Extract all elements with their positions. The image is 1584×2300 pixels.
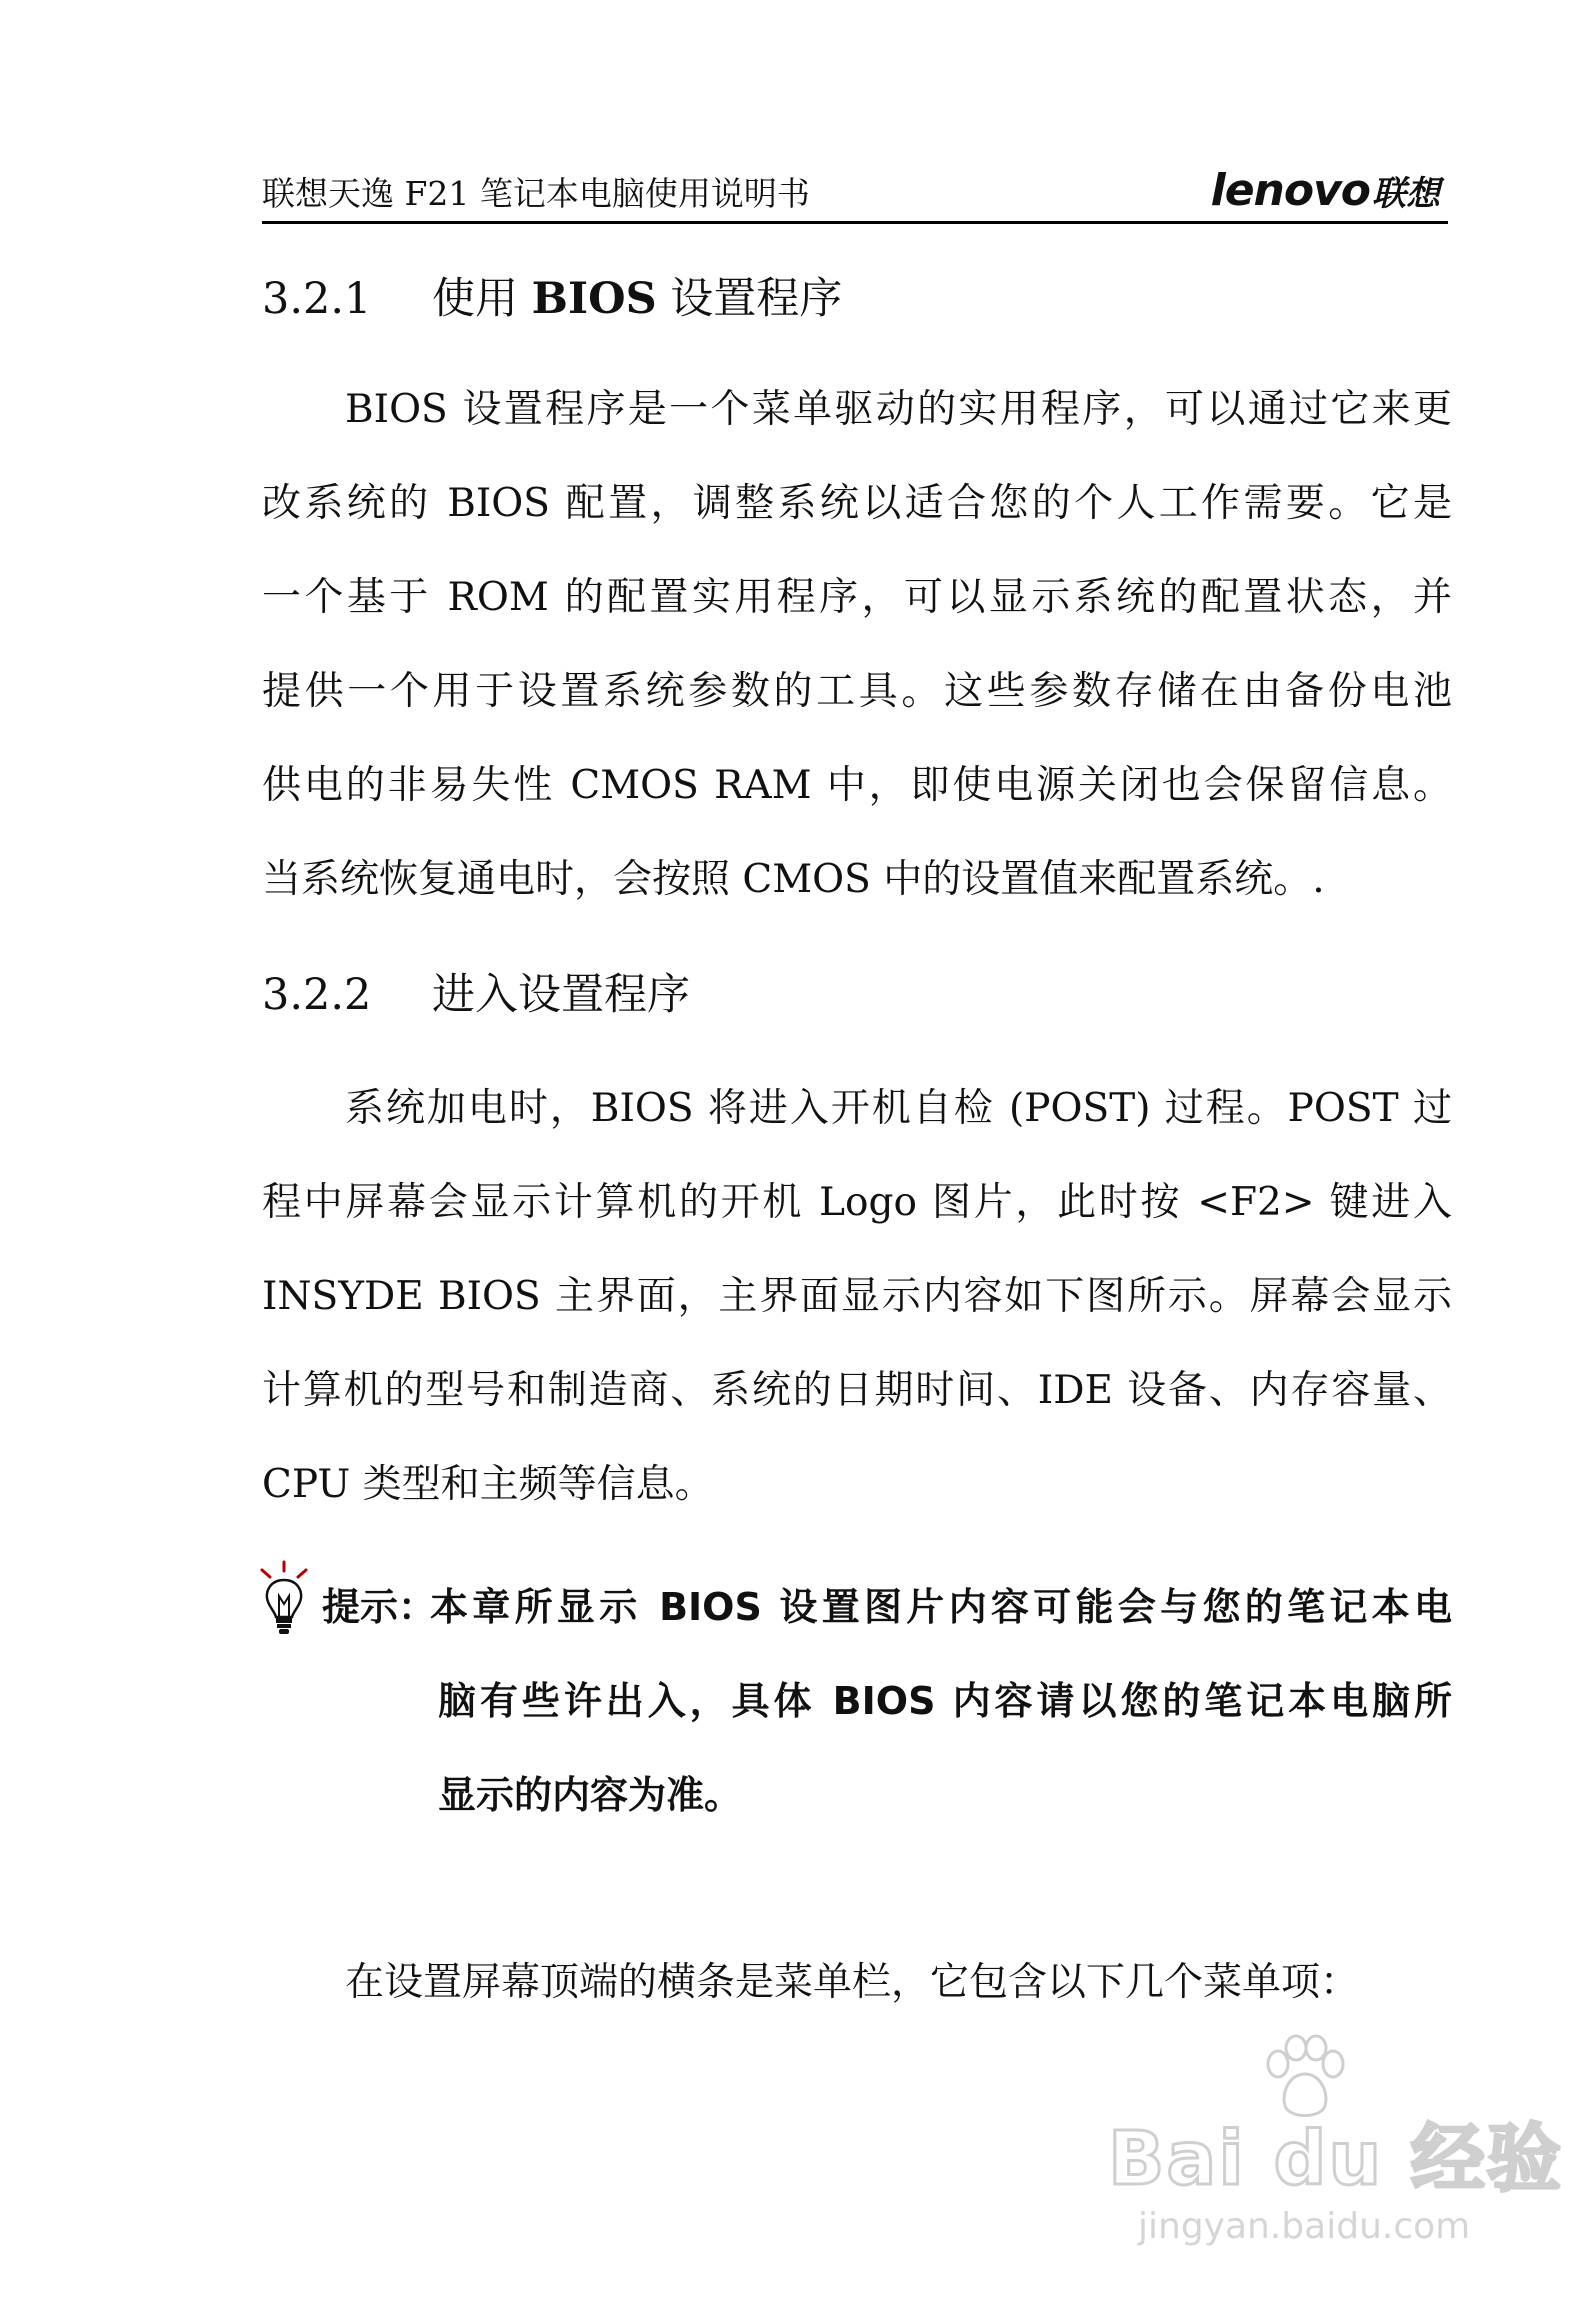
closing-paragraph	[262, 1936, 1452, 2030]
section-title	[432, 274, 842, 324]
header-divider	[262, 221, 1448, 224]
paragraph-line: 当系统恢复通电时，会按照 CMOS 中的设置值来配置系统。.	[262, 857, 1325, 902]
paragraph-line: 系统加电时，BIOS 将进入开机自检 (POST) 过程。POST 过	[345, 1086, 1452, 1131]
paragraph-line: 供电的非易失性 CMOS RAM 中，即使电源关闭也会保留信息。	[262, 763, 1452, 808]
logo-cjk-text: 联想	[1372, 173, 1440, 214]
section-number: 3.2.1	[262, 274, 372, 324]
paragraph-line: INSYDE BIOS 主界面，主界面显示内容如下图所示。屏幕会显示	[262, 1274, 1452, 1319]
section-heading-3-2-1	[262, 272, 842, 326]
tip-line: 本章所显示 BIOS 设置图片内容可能会与您的笔记本电	[430, 1585, 1452, 1629]
watermark-brand: Bai du 经验	[1108, 2116, 1563, 2202]
paragraph-line: 计算机的型号和制造商、系统的日期时间、IDE 设备、内存容量、	[262, 1368, 1452, 1413]
logo-latin-text: lenovo	[1210, 164, 1370, 216]
section-title-suffix: 设置程序	[656, 274, 843, 324]
section-paragraph-3-2-1	[262, 363, 1452, 927]
baidu-watermark	[1108, 2030, 1563, 2260]
section-title-prefix: 使用	[432, 274, 532, 324]
section-title: 进入设置程序	[432, 970, 690, 1020]
paragraph-line: 在设置屏幕顶端的横条是菜单栏，它包含以下几个菜单项：	[345, 1960, 1360, 2005]
tip-line: 显示的内容为准。	[438, 1773, 743, 1817]
section-paragraph-3-2-2	[262, 1062, 1452, 1532]
section-number: 3.2.2	[262, 970, 372, 1020]
paragraph-line: 一个基于 ROM 的配置实用程序，可以显示系统的配置状态，并	[262, 575, 1452, 620]
lightbulb-icon	[254, 1560, 316, 1638]
section-heading-3-2-2	[262, 968, 690, 1022]
section-title-bold: BIOS	[531, 274, 657, 324]
tip-callout	[262, 1560, 1462, 1830]
lenovo-logo	[1211, 160, 1440, 220]
header-title: 联想天逸 F21 笔记本电脑使用说明书	[262, 174, 810, 213]
tip-line: 脑有些许出入，具体 BIOS 内容请以您的笔记本电脑所	[438, 1679, 1452, 1723]
page-header	[262, 160, 1448, 224]
tip-label: 提示：	[322, 1585, 437, 1629]
paragraph-line: 程中屏幕会显示计算机的开机 Logo 图片，此时按 <F2> 键进入	[262, 1180, 1452, 1225]
paragraph-line: BIOS 设置程序是一个菜单驱动的实用程序，可以通过它来更	[345, 387, 1452, 432]
paragraph-line: 提供一个用于设置系统参数的工具。这些参数存储在由备份电池	[262, 669, 1452, 714]
watermark-url: jingyan.baidu.com	[1138, 2206, 1471, 2247]
paragraph-line: 改系统的 BIOS 配置，调整系统以适合您的个人工作需要。它是	[262, 481, 1452, 526]
paragraph-line: CPU 类型和主频等信息。	[262, 1462, 714, 1507]
